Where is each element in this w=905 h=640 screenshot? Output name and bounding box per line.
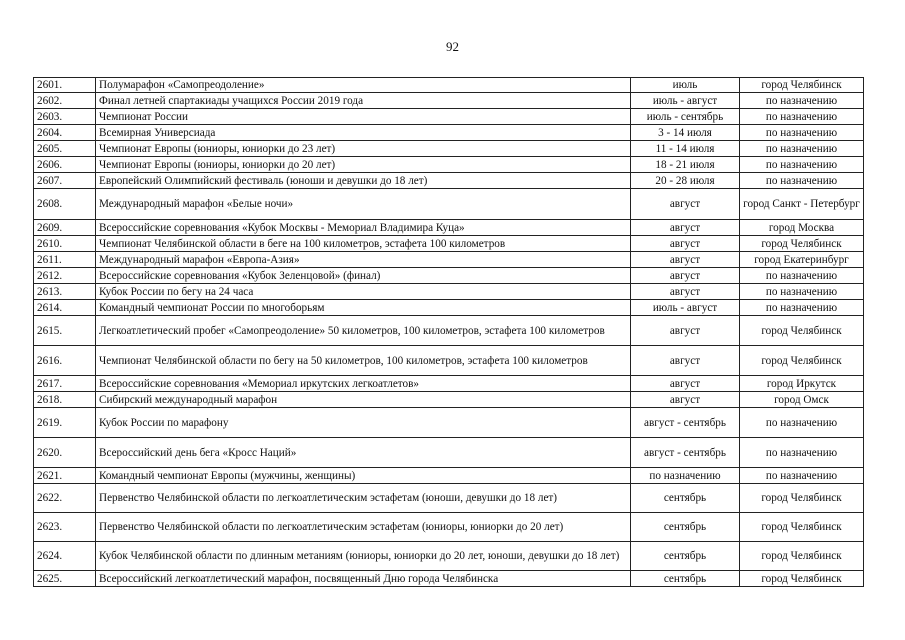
event-name: Чемпионат Челябинской области в беге на 100 километров, эстафета 100 километров [96,236,631,252]
table-row [34,157,864,173]
event-location: по назначению [740,141,864,157]
event-name: Всероссийский легкоатлетический марафон, посвященный Дню города Челябинска [96,571,631,587]
event-date: 20 - 28 июля [631,173,740,189]
event-location: по назначению [740,157,864,173]
event-location: по назначению [740,173,864,189]
event-location: город Челябинск [740,316,864,346]
event-date: август [631,268,740,284]
event-date: август - сентябрь [631,408,740,438]
event-date: август [631,284,740,300]
event-date: июль - август [631,300,740,316]
event-location: город Иркутск [740,376,864,392]
row-number: 2606. [34,157,96,173]
events-table [33,77,864,587]
row-number: 2620. [34,438,96,468]
event-date: июль - август [631,93,740,109]
event-name: Первенство Челябинской области по легкоатлетическим эстафетам (юниоры, юниорки до 20 лет) [96,513,631,542]
event-name: Всероссийские соревнования «Мемориал иркутских легкоатлетов» [96,376,631,392]
event-location: город Челябинск [740,484,864,513]
event-date: 18 - 21 июля [631,157,740,173]
event-name: Всемирная Универсиада [96,125,631,141]
event-date: август [631,189,740,220]
row-number: 2622. [34,484,96,513]
table-row [34,236,864,252]
table-row [34,109,864,125]
row-number: 2623. [34,513,96,542]
event-location: по назначению [740,438,864,468]
event-name: Международный марафон «Белые ночи» [96,189,631,220]
event-date: сентябрь [631,513,740,542]
event-location: город Санкт - Петербург [740,189,864,220]
event-name: Чемпионат Европы (юниоры, юниорки до 23 лет) [96,141,631,157]
row-number: 2608. [34,189,96,220]
row-number: 2616. [34,346,96,376]
event-location: город Челябинск [740,346,864,376]
page-number: 92 [446,39,459,54]
event-location: по назначению [740,109,864,125]
row-number: 2617. [34,376,96,392]
row-number: 2601. [34,78,96,93]
row-number: 2611. [34,252,96,268]
event-date: август - сентябрь [631,438,740,468]
table-row [34,571,864,587]
event-date: август [631,376,740,392]
row-number: 2602. [34,93,96,109]
table-row [34,284,864,300]
table-row [34,408,864,438]
table-row [34,268,864,284]
event-date: август [631,220,740,236]
event-location: город Челябинск [740,571,864,587]
event-name: Легкоатлетический пробег «Самопреодоление» 50 километров, 100 километров, эстафета 100 километров [96,316,631,346]
event-location: по назначению [740,408,864,438]
row-number: 2614. [34,300,96,316]
row-number: 2612. [34,268,96,284]
row-number: 2610. [34,236,96,252]
event-name: Командный чемпионат Европы (мужчины, женщины) [96,468,631,484]
event-location: город Челябинск [740,542,864,571]
event-date: по назначению [631,468,740,484]
event-date: август [631,392,740,408]
row-number: 2613. [34,284,96,300]
event-name: Кубок Челябинской области по длинным метаниям (юниоры, юниорки до 20 лет, юноши, девушки до 18 лет) [96,542,631,571]
event-name: Командный чемпионат России по многоборьям [96,300,631,316]
event-date: сентябрь [631,542,740,571]
table-row [34,438,864,468]
table-row [34,376,864,392]
event-location: город Челябинск [740,513,864,542]
row-number: 2603. [34,109,96,125]
event-name: Кубок России по бегу на 24 часа [96,284,631,300]
event-location: по назначению [740,468,864,484]
table-row [34,513,864,542]
row-number: 2621. [34,468,96,484]
event-name: Чемпионат Челябинской области по бегу на 50 километров, 100 километров, эстафета 100 километров [96,346,631,376]
event-name: Кубок России по марафону [96,408,631,438]
table-row [34,392,864,408]
event-name: Чемпионат России [96,109,631,125]
event-location: город Челябинск [740,78,864,93]
event-date: июль [631,78,740,93]
event-name: Первенство Челябинской области по легкоатлетическим эстафетам (юноши, девушки до 18 лет) [96,484,631,513]
row-number: 2607. [34,173,96,189]
event-date: август [631,236,740,252]
row-number: 2625. [34,571,96,587]
event-location: по назначению [740,125,864,141]
event-name: Европейский Олимпийский фестиваль (юноши и девушки до 18 лет) [96,173,631,189]
event-name: Чемпионат Европы (юниоры, юниорки до 20 лет) [96,157,631,173]
table-row [34,468,864,484]
table-row [34,78,864,93]
row-number: 2604. [34,125,96,141]
table-row [34,189,864,220]
table-row [34,316,864,346]
row-number: 2609. [34,220,96,236]
event-name: Всероссийский день бега «Кросс Наций» [96,438,631,468]
event-location: город Екатеринбург [740,252,864,268]
row-number: 2605. [34,141,96,157]
table-row [34,173,864,189]
table-row [34,484,864,513]
event-location: город Москва [740,220,864,236]
event-name: Полумарафон «Самопреодоление» [96,78,631,93]
event-name: Всероссийские соревнования «Кубок Зеленцовой» (финал) [96,268,631,284]
event-name: Сибирский международный марафон [96,392,631,408]
event-date: август [631,346,740,376]
table-row [34,346,864,376]
table-row [34,125,864,141]
event-date: сентябрь [631,571,740,587]
row-number: 2618. [34,392,96,408]
table-row [34,542,864,571]
event-location: по назначению [740,268,864,284]
table-row [34,141,864,157]
event-location: по назначению [740,300,864,316]
event-date: август [631,316,740,346]
event-location: город Омск [740,392,864,408]
event-location: по назначению [740,93,864,109]
event-name: Международный марафон «Европа-Азия» [96,252,631,268]
event-date: 11 - 14 июля [631,141,740,157]
table-row [34,252,864,268]
row-number: 2615. [34,316,96,346]
row-number: 2619. [34,408,96,438]
event-name: Всероссийские соревнования «Кубок Москвы - Мемориал Владимира Куца» [96,220,631,236]
event-date: август [631,252,740,268]
table-row [34,300,864,316]
event-date: 3 - 14 июля [631,125,740,141]
events-table-body [34,78,864,587]
event-location: город Челябинск [740,236,864,252]
event-name: Финал летней спартакиады учащихся России 2019 года [96,93,631,109]
table-row [34,93,864,109]
event-date: июль - сентябрь [631,109,740,125]
table-row [34,220,864,236]
event-location: по назначению [740,284,864,300]
event-date: сентябрь [631,484,740,513]
row-number: 2624. [34,542,96,571]
